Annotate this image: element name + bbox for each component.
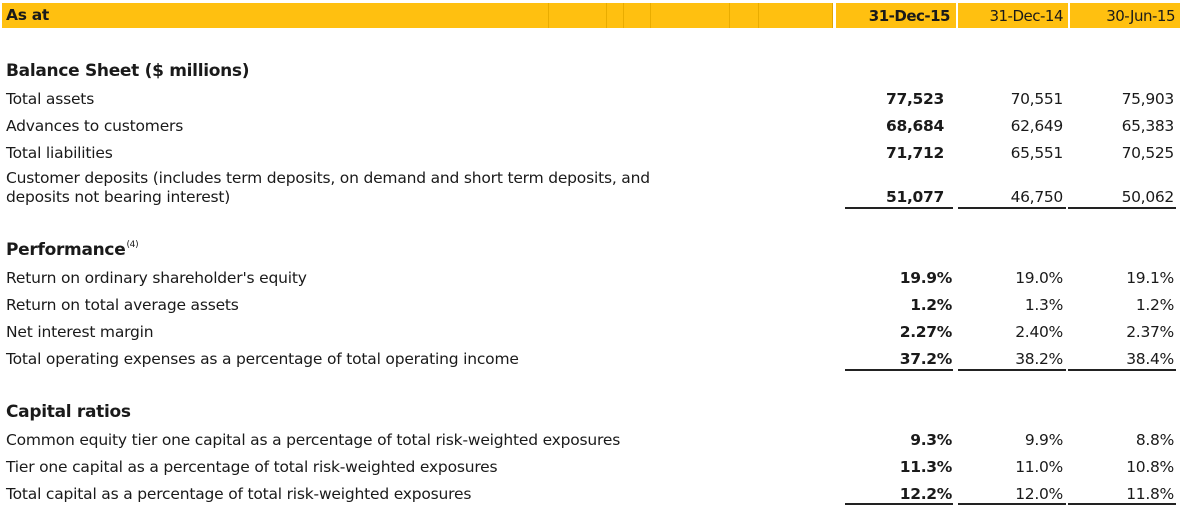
- column-header-text: 31-Dec-14: [989, 7, 1063, 25]
- row-label: Total operating expenses as a percentage of total operating income: [6, 350, 519, 368]
- row-label: Advances to customers: [6, 117, 184, 135]
- value-31-dec-14: 1.3%: [1024, 296, 1063, 314]
- value-30-jun-15: 11.8%: [1126, 485, 1174, 503]
- value-30-jun-15: 2.37%: [1126, 323, 1174, 341]
- section-title-balance-sheet: Balance Sheet ($ millions): [6, 61, 250, 81]
- row-label: Total liabilities: [6, 144, 113, 162]
- value-30-jun-15: 8.8%: [1135, 431, 1174, 449]
- underline-rule: [1068, 207, 1176, 209]
- value-30-jun-15: 1.2%: [1135, 296, 1174, 314]
- value-30-jun-15: 38.4%: [1126, 350, 1174, 368]
- header-divider: [650, 3, 651, 28]
- value-30-jun-15: 19.1%: [1126, 269, 1174, 287]
- row-label-line-1: Customer deposits (includes term deposits, on demand and short term deposits, and: [6, 169, 650, 187]
- footnote-marker: (4): [126, 240, 139, 250]
- header-divider: [729, 3, 730, 28]
- row-label: Net interest margin: [6, 323, 154, 341]
- value-30-jun-15: 10.8%: [1126, 458, 1174, 476]
- underline-rule: [845, 207, 953, 209]
- underline-rule: [1068, 369, 1176, 371]
- column-header-text: 30-Jun-15: [1106, 7, 1175, 25]
- value-31-dec-14: 38.2%: [1015, 350, 1063, 368]
- value-31-dec-14: 9.9%: [1024, 431, 1063, 449]
- underline-rule: [958, 207, 1066, 209]
- value-31-dec-14: 11.0%: [1015, 458, 1063, 476]
- header-divider: [758, 3, 759, 28]
- value-31-dec-15: 37.2%: [899, 350, 952, 368]
- table-row: [0, 90, 1180, 117]
- underline-rule: [845, 369, 953, 371]
- value-31-dec-15: 68,684: [885, 117, 944, 135]
- row-label: Total capital as a percentage of total risk-weighted exposures: [6, 485, 472, 503]
- underline-rule: [958, 503, 1066, 505]
- row-label: Return on total average assets: [6, 296, 239, 314]
- table-row: [0, 117, 1180, 144]
- underline-rule: [845, 503, 953, 505]
- value-30-jun-15: 70,525: [1121, 144, 1174, 162]
- row-label: Return on ordinary shareholder's equity: [6, 269, 307, 287]
- value-31-dec-15: 12.2%: [899, 485, 952, 503]
- value-31-dec-14: 19.0%: [1015, 269, 1063, 287]
- header-divider: [606, 3, 607, 28]
- table-row: [0, 323, 1180, 350]
- header-label-cell: [2, 3, 833, 28]
- value-31-dec-14: 46,750: [1010, 188, 1063, 206]
- table-row: [0, 350, 1180, 377]
- header-label: As at: [6, 6, 49, 24]
- row-label: Total assets: [6, 90, 95, 108]
- value-31-dec-15: 71,712: [885, 144, 944, 162]
- table-row: [0, 169, 1180, 209]
- value-31-dec-14: 62,649: [1010, 117, 1063, 135]
- column-header-31-dec-14: [958, 3, 1068, 28]
- underline-rule: [958, 369, 1066, 371]
- value-30-jun-15: 65,383: [1121, 117, 1174, 135]
- section-title-performance: [6, 240, 138, 260]
- value-30-jun-15: 75,903: [1121, 90, 1174, 108]
- value-31-dec-15: 19.9%: [899, 269, 952, 287]
- value-31-dec-14: 2.40%: [1015, 323, 1063, 341]
- row-label: Tier one capital as a percentage of total risk-weighted exposures: [6, 458, 498, 476]
- header-divider: [548, 3, 549, 28]
- value-31-dec-15: 2.27%: [899, 323, 952, 341]
- table-row: [0, 296, 1180, 323]
- value-31-dec-15: 9.3%: [910, 431, 952, 449]
- value-31-dec-15: 1.2%: [910, 296, 952, 314]
- value-31-dec-14: 70,551: [1010, 90, 1063, 108]
- table-row: [0, 458, 1180, 485]
- value-30-jun-15: 50,062: [1121, 188, 1174, 206]
- section-title-text: Performance: [6, 240, 126, 260]
- section-title-capital-ratios: Capital ratios: [6, 402, 131, 422]
- value-31-dec-15: 51,077: [885, 188, 944, 206]
- row-label-line-2: deposits not bearing interest): [6, 188, 231, 206]
- table-row: [0, 431, 1180, 458]
- row-label: Common equity tier one capital as a percentage of total risk-weighted exposures: [6, 431, 621, 449]
- table-row: [0, 269, 1180, 296]
- column-header-30-jun-15: [1070, 3, 1180, 28]
- table-row: [0, 485, 1180, 512]
- column-header-text: 31-Dec-15: [868, 7, 950, 25]
- value-31-dec-15: 77,523: [885, 90, 944, 108]
- underline-rule: [1068, 503, 1176, 505]
- value-31-dec-14: 12.0%: [1015, 485, 1063, 503]
- table-row: [0, 144, 1180, 171]
- value-31-dec-14: 65,551: [1010, 144, 1063, 162]
- header-divider: [623, 3, 624, 28]
- column-header-31-dec-15: [836, 3, 956, 28]
- value-31-dec-15: 11.3%: [899, 458, 952, 476]
